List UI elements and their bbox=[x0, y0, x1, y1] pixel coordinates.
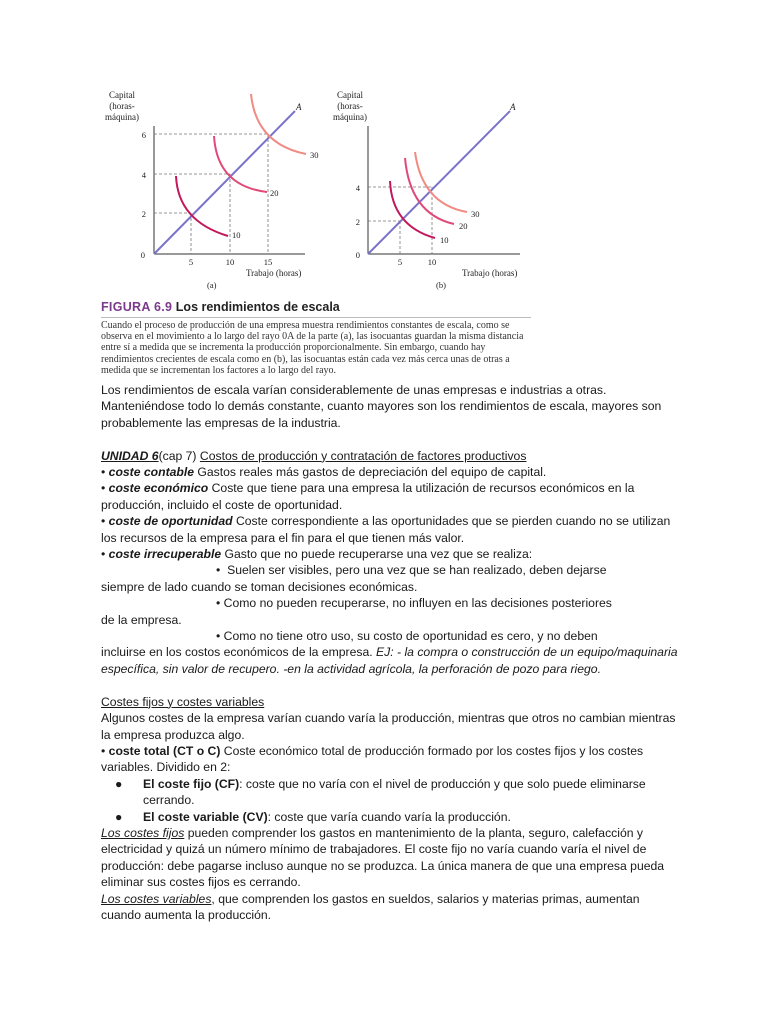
total-cost-term: coste total (CT o C) bbox=[108, 743, 221, 758]
sub-point-text: incluirse en los costos económicos de la empresa. bbox=[101, 645, 377, 660]
document-body bbox=[101, 382, 681, 923]
y-tick-4: 4 bbox=[141, 170, 146, 180]
curve-label-20: 20 bbox=[459, 221, 468, 231]
total-cost-item bbox=[101, 743, 681, 776]
unit-chapter: (cap 7) bbox=[158, 448, 200, 463]
list-item bbox=[101, 809, 681, 825]
curve-label-20: 20 bbox=[270, 188, 279, 198]
y-tick-2: 2 bbox=[355, 217, 360, 227]
bullet: • bbox=[101, 547, 106, 562]
figure-number: FIGURA 6.9 bbox=[101, 300, 173, 314]
figure-divider bbox=[101, 317, 531, 318]
x-axis-label: Trabajo (horas) bbox=[462, 268, 518, 278]
origin-label: 0 bbox=[355, 250, 360, 260]
bullet: • bbox=[101, 481, 106, 496]
bullet: • bbox=[101, 514, 106, 529]
y-tick-2: 2 bbox=[141, 209, 146, 219]
panel-label: (a) bbox=[207, 280, 217, 290]
cost-term: coste económico bbox=[108, 481, 209, 496]
x-tick-5: 5 bbox=[188, 257, 194, 267]
y-axis-label-line2: (horas- bbox=[109, 101, 135, 111]
fixed-variable-heading: Costes fijos y costes variables bbox=[101, 694, 265, 709]
y-tick-6: 6 bbox=[141, 130, 146, 140]
x-tick-10: 10 bbox=[225, 257, 235, 267]
y-axis-label-line3: máquina) bbox=[333, 112, 367, 122]
intro-paragraph: Los rendimientos de escala varían considerablemente de unas empresas e industrias a otras. Manteniéndose todo lo demás constante, cuanto mayores son los rendimientos de escala, mayores son probablemente las empresas de la industria. bbox=[101, 383, 662, 430]
sub-point-cont: de la empresa. bbox=[101, 612, 182, 627]
list-definition: : coste que varía cuando varía la producción. bbox=[267, 809, 511, 824]
sub-point-text: Como no tiene otro uso, su costo de oportunidad es cero, y no deben bbox=[223, 629, 598, 644]
list-term: El coste variable (CV) bbox=[143, 809, 268, 824]
ray-label: A bbox=[510, 102, 516, 112]
figure-panel-a bbox=[100, 86, 325, 296]
sub-point bbox=[101, 595, 681, 611]
cost-item bbox=[101, 513, 681, 546]
sub-point-cont: siempre de lado cuando se toman decisiones económicas. bbox=[101, 579, 418, 594]
x-tick-5: 5 bbox=[397, 257, 403, 267]
fixed-costs-paragraph bbox=[101, 825, 681, 891]
figure-title bbox=[101, 300, 340, 314]
cost-item bbox=[101, 546, 681, 562]
figure-panel-b bbox=[320, 86, 545, 296]
cost-item bbox=[101, 464, 681, 480]
curve-label-10: 10 bbox=[232, 230, 241, 240]
sub-point bbox=[101, 628, 681, 644]
fixed-costs-text: pueden comprender los gastos en mantenimiento de la planta, seguro, calefacción y electricidad y quizá un número mínimo de trabajadores. El coste fijo no varía cuando varía el nivel de producción: debe pagarse incluso aunque no se produzca. La única manera de que una empresa pueda eliminar sus costes fijos es cerrando. bbox=[101, 825, 665, 890]
list-term: El coste fijo (CF) bbox=[143, 776, 240, 791]
curve-label-30: 30 bbox=[471, 209, 480, 219]
sub-point bbox=[101, 562, 681, 578]
cost-item bbox=[101, 480, 681, 513]
panel-label: (b) bbox=[436, 280, 446, 290]
curve-label-10: 10 bbox=[440, 235, 449, 245]
bullet: • bbox=[216, 629, 221, 644]
figure-title-text: Los rendimientos de escala bbox=[175, 300, 340, 314]
fixed-costs-lead: Los costes fijos bbox=[101, 825, 185, 840]
sub-point-cont bbox=[101, 644, 681, 677]
ray-0a bbox=[154, 111, 295, 254]
curve-label-30: 30 bbox=[310, 150, 319, 160]
list-bullet: ● bbox=[115, 809, 123, 824]
y-axis-label-line2: (horas- bbox=[337, 101, 363, 111]
sub-point-text: Como no pueden recuperarse, no influyen en las decisiones posteriores bbox=[223, 596, 612, 611]
x-axis-label: Trabajo (horas) bbox=[246, 268, 302, 278]
variable-costs-lead: Los costes variables bbox=[101, 891, 212, 906]
list-item bbox=[101, 776, 681, 809]
x-tick-15: 15 bbox=[263, 257, 273, 267]
unit-title: Costos de producción y contratación de factores productivos bbox=[199, 448, 527, 463]
figure-caption: Cuando el proceso de producción de una empresa muestra rendimientos constantes de escala, como se observa en el movimiento a lo largo del rayo 0A de la parte (a), las isocuantas guardan la misma distancia entre sí a medida que se incrementa la producción proporcionalmente. Sin embargo, cuando hay rendimientos crecientes de escala como en (b), las isocuantas están cada vez más cerca unas de otras a medida que se incrementan los factores a lo largo del rayo. bbox=[101, 320, 524, 376]
variable-costs-paragraph bbox=[101, 891, 681, 924]
x-tick-10: 10 bbox=[427, 257, 437, 267]
origin-label: 0 bbox=[140, 250, 145, 260]
cost-definition: Gasto que no puede recuperarse una vez que se realiza: bbox=[221, 547, 533, 562]
cost-definition: Gastos reales más gastos de depreciación del equipo de capital. bbox=[194, 465, 547, 480]
bullet: • bbox=[101, 465, 106, 480]
list-bullet: ● bbox=[115, 776, 123, 791]
y-tick-4: 4 bbox=[355, 183, 360, 193]
isoquant-20 bbox=[214, 136, 267, 192]
sub-point-text: Suelen ser visibles, pero una vez que se han realizado, deben dejarse bbox=[227, 563, 607, 578]
unit-label: UNIDAD 6 bbox=[101, 448, 159, 463]
cost-definition: Coste que tiene para una empresa la utilización de recursos económicos en la producción, incluido el coste de oportunidad. bbox=[101, 481, 635, 512]
example-text: EJ: - la compra o construcción de un equipo/maquinaria específica, sin valor de recupero. -en la actividad agrícola, la perforación de pozo para riego. bbox=[101, 645, 678, 676]
total-cost-definition: Coste económico total de producción formado por los costes fijos y los costes variables. Dividido en 2: bbox=[101, 743, 644, 775]
fixed-intro: Algunos costes de la empresa varían cuando varía la producción, mientras que otros no cambian mientras la empresa produzca algo. bbox=[101, 711, 676, 742]
variable-costs-text: , que comprenden los gastos en sueldos, salarios y materias primas, aumentan cuando aumenta la producción. bbox=[101, 891, 640, 922]
cost-definition: Coste correspondiente a las oportunidades que se pierden cuando no se utilizan los recursos de la empresa para el fin para el que tienen más valor. bbox=[101, 514, 671, 545]
ray-label: A bbox=[296, 102, 302, 112]
bullet: • bbox=[101, 743, 106, 758]
cost-term: coste de oportunidad bbox=[108, 514, 233, 529]
cost-term: coste contable bbox=[108, 465, 195, 480]
y-axis-label-line3: máquina) bbox=[105, 112, 139, 122]
bullet: • bbox=[216, 563, 221, 578]
unit-heading bbox=[101, 448, 681, 464]
y-axis-label-line1: Capital bbox=[109, 90, 135, 100]
cost-term: coste irrecuperable bbox=[108, 547, 222, 562]
y-axis-label-line1: Capital bbox=[337, 90, 363, 100]
bullet: • bbox=[216, 596, 221, 611]
list-definition: : coste que no varía con el nivel de producción y que solo puede eliminarse cerrando. bbox=[143, 776, 646, 808]
